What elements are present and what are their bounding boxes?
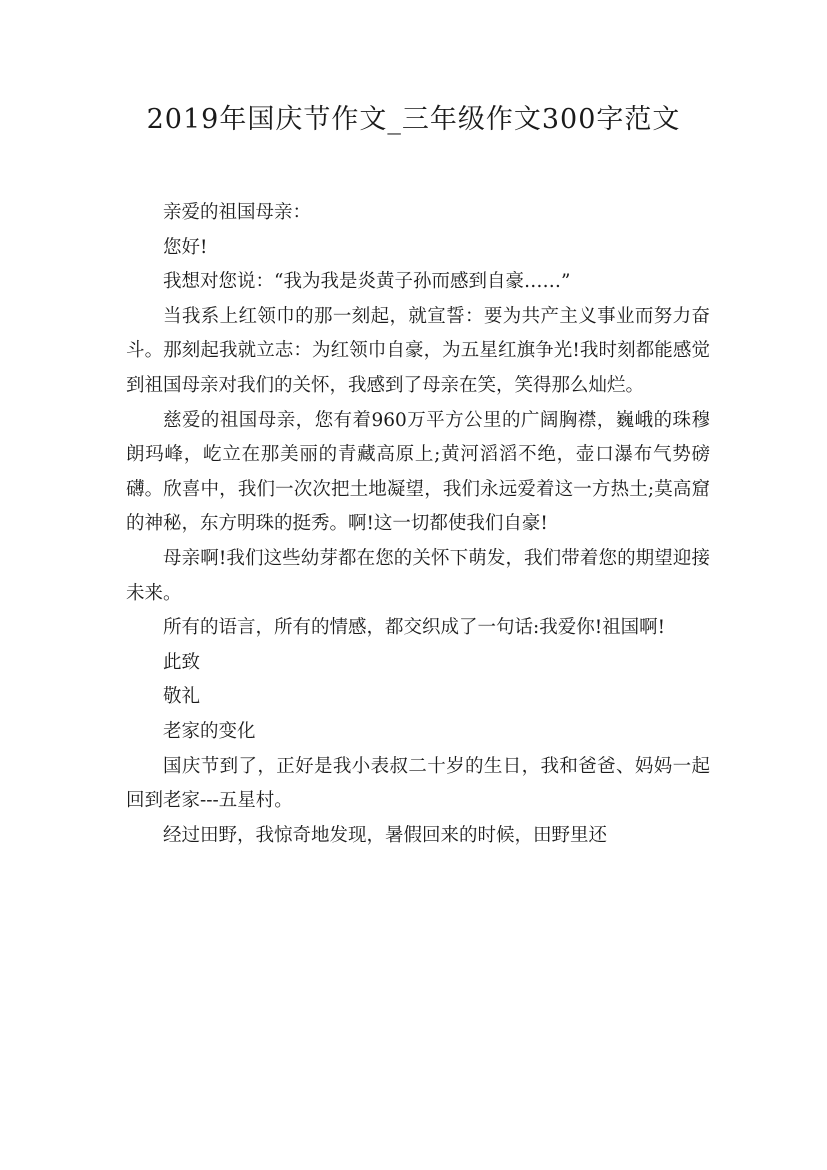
paragraph-greeting: 您好! — [163, 236, 208, 258]
paragraph-salutation: 亲爱的祖国母亲： — [163, 202, 312, 223]
paragraph-i-love-you: 所有的语言，所有的情感，都交织成了一句话:我爱你!祖国啊! — [163, 617, 666, 639]
paragraph-fields: 经过田野，我惊奇地发现，暑假回来的时候，田野里还 — [163, 824, 608, 846]
paragraph-second-title: 老家的变化 — [163, 720, 256, 742]
paragraph-quote: 我想对您说：“我为我是炎黄子孙而感到自豪……” — [163, 271, 571, 293]
document-body — [126, 196, 710, 853]
paragraph-red-scarf: 当我系上红领巾的那一刻起，就宣誓：要为共产主义事业而努力奋斗。那刻起我就立志：为红领巾自豪，为五星红旗争光!我时刻都能感觉到祖国母亲对我们的关怀，我感到了母亲在笑，笑得那么灿烂。 — [126, 305, 710, 396]
document-title: 2019年国庆节作文_三年级作文300字范文 — [146, 104, 681, 135]
paragraph-national-day: 国庆节到了，正好是我小表叔二十岁的生日，我和爸爸、妈妈一起回到老家---五星村。 — [126, 755, 710, 812]
paragraph-sprouts: 母亲啊!我们这些幼芽都在您的关怀下萌发，我们带着您的期望迎接未来。 — [126, 547, 710, 604]
paragraph-closing-2: 敬礼 — [163, 686, 201, 708]
paragraph-motherland: 慈爱的祖国母亲，您有着960万平方公里的广阔胸襟，巍峨的珠穆朗玛峰，屹立在那美丽的青藏高原上;黄河滔滔不绝，壶口瀑布气势磅礴。欣喜中，我们一次次把土地凝望，我们永远爱着这一方热土;莫高窟的神秘，东方明珠的挺秀。啊!这一切都使我们自豪! — [126, 409, 710, 535]
paragraph-closing-1: 此致 — [163, 651, 201, 673]
